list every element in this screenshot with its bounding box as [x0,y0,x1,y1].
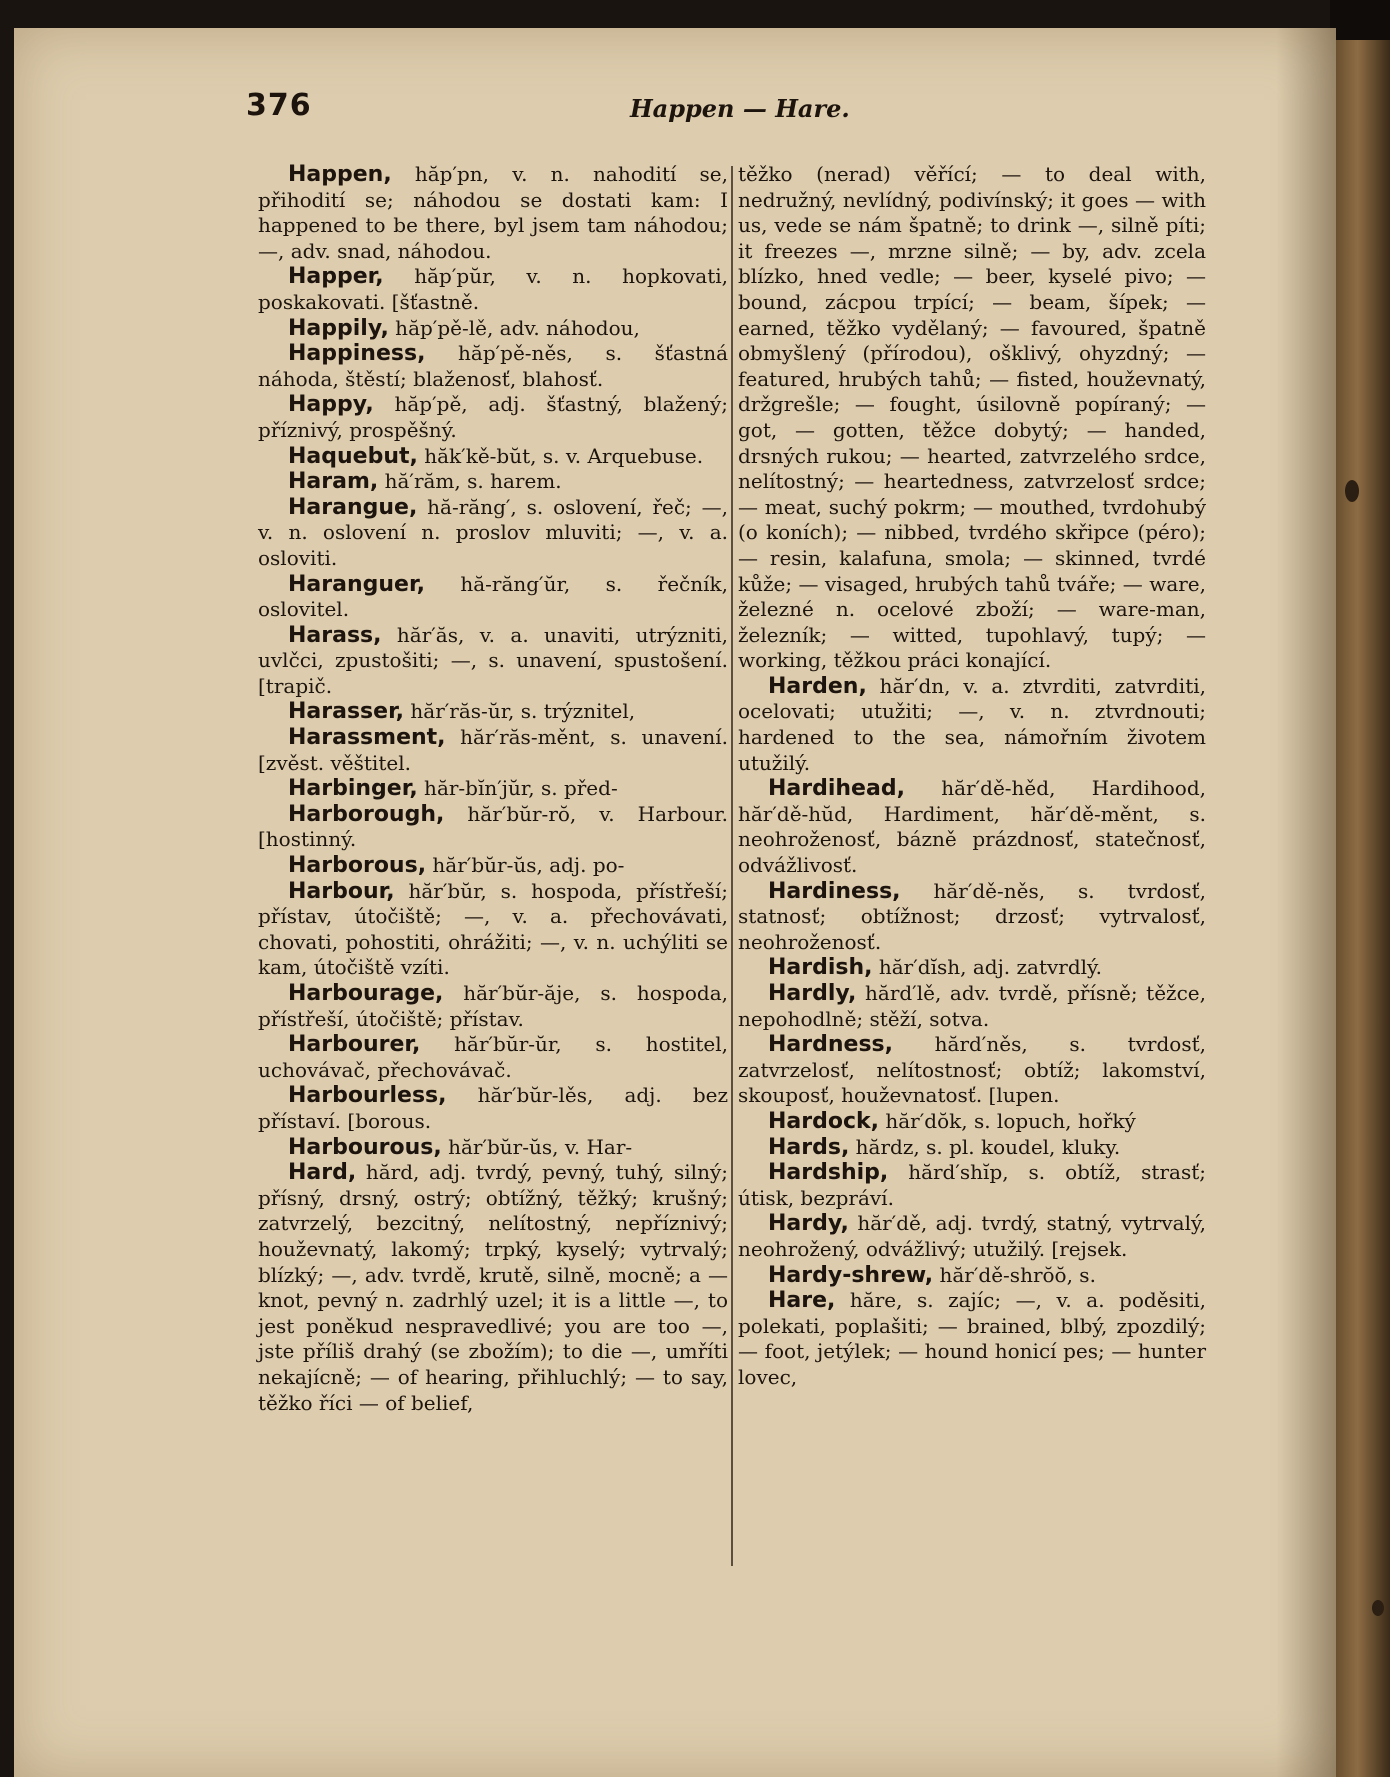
dictionary-entry [258,879,728,981]
entry-headword: Hard, [288,1160,357,1186]
entry-definition: hărdz, s. pl. koudel, kluky. [849,1134,1121,1159]
entry-definition: hăr′bŭr-lěs, adj. bez přístaví. [borous. [258,1083,728,1133]
dictionary-entry [738,1135,1206,1161]
dictionary-entry [258,316,728,342]
entry-headword: Hare, [768,1288,836,1314]
entry-headword: Harasser, [288,699,405,725]
dictionary-entry [258,392,728,443]
dictionary-entry [738,955,1206,981]
entry-headword: Happer, [288,264,384,290]
entry-headword: Harden, [768,673,867,699]
dictionary-entry [738,981,1206,1032]
entry-headword: Harbourless, [288,1083,447,1109]
right-column [738,162,1206,1582]
running-head: Happen — Hare. [630,94,850,123]
dictionary-entry [738,1211,1206,1262]
dictionary-entry [258,699,728,725]
dictionary-entry [738,1109,1206,1135]
dictionary-entry [258,725,728,776]
dictionary-entry [258,853,728,879]
entry-definition: hăp′pn, v. n. nahodití se, přihodití se; náhodou se dostati kam: I happened to be there, byl jsem tam náhodou; —, adv. snad, náhodou. [258,162,728,263]
entry-definition: hăr′bŭr-ŭs, v. Har- [441,1134,633,1159]
gutter-shadow [1276,28,1336,1777]
entry-headword: Harbourage, [288,981,444,1006]
entry-definition: hăp′pŭr, v. n. hopkovati, poskakovati. [šťastně. [258,264,728,314]
entry-definition: hărd′shĭp, s. obtíž, strasť; útisk, bezpráví. [738,1160,1206,1210]
entry-definition: hăr′bŭr, s. hospoda, přístřeší; přístav, útočiště; —, v. a. přechovávati, chovati, pohostiti, ohrážiti; —, v. n. uchýliti se kam, útočiště vzíti. [258,878,728,980]
entry-headword: Hardihead, [768,776,905,802]
entry-headword: Hardy-shrew, [768,1262,934,1288]
left-column [258,162,728,1582]
dictionary-entry [258,981,728,1032]
dictionary-entry [738,776,1206,878]
entry-headword: Harborous, [288,853,427,879]
entry-definition: hăr′ăs, v. a. unaviti, utrýzniti, uvlčci, zpustošiti; —, s. unavení, spustošení. [trapič. [258,622,728,698]
entry-definition: těžko (nerad) věřící; — to deal with, nedružný, nevlídný, podivínský; it goes — with us, vede se nám špatně; to drink —, silně píti; it freezes —, mrzne silně; — by, adv. zcela blízko, hned vedle; — beer, kyselé pivo; — bound, zácpou trpící; — beam, šípek; — earned, těžko vydělaný; — favoured, špatně obmyšlený (přírodou), ošklivý, ohyzdný; — featured, hrubých tahů; — fisted, houževnatý, držgrešle; — fought, úsilovně popíraný; — got, — gotten, těžce dobytý; — handed, drsných rukou; — hearted, zatvrzelého srdce, nelítostný; — heartedness, zatvrzelosť srdce; — meat, suchý pokrm; — mouthed, tvrdohubý (o koních); — nibbed, tvrdého skřipce (péro); — resin, kalafuna, smola; — skinned, tvrdé kůže; — visaged, hrubých tahů tváře; — ware, železné n. ocelové zboží; — ware-man, železník; — witted, tupohlavý, tupý; — working, těžkou práci konající. [738,162,1206,673]
adjacent-page-edge [1336,10,1390,1777]
entry-headword: Harborough, [288,801,445,827]
entry-definition: hăr′dĭsh, adj. zatvrdlý. [872,955,1103,980]
dictionary-entry [258,802,728,853]
entry-headword: Hardness, [768,1032,893,1058]
entry-definition: hă-răng′ŭr, s. řečník, oslovitel. [258,571,728,622]
dictionary-entry [258,1160,728,1416]
dictionary-entry [258,162,728,264]
entry-headword: Harbinger, [288,776,418,802]
entry-headword: Haranguer, [288,571,425,597]
entry-definition: hăr′bŭr-ăje, s. hospoda, přístřeší, útočiště; přístav. [258,981,728,1031]
entry-headword: Harbour, [288,878,395,904]
entry-definition: hăr′dě, adj. tvrdý, statný, vytrvalý, neohrožený, odvážlivý; utužilý. [rejsek. [738,1211,1206,1261]
dictionary-entry [258,444,728,470]
entry-definition: hăr′dě-shrŏŏ, s. [933,1262,1096,1287]
entry-headword: Hardish, [768,955,873,981]
entry-headword: Hards, [768,1134,850,1160]
entry-definition: hăp′pě-lě, adv. náhodou, [388,315,640,340]
entry-definition: hăr′răs-ŭr, s. trýznitel, [404,699,636,724]
page-number: 376 [246,88,312,123]
entry-headword: Haquebut, [288,443,418,469]
entry-definition: hăr′bŭr-rŏ, v. Harbour. [hostinný. [258,801,728,852]
dictionary-entry [258,776,728,802]
entry-headword: Haram, [288,469,379,495]
entry-headword: Hardy, [768,1211,849,1237]
entry-headword: Harangue, [288,494,418,520]
dictionary-entry [738,162,1206,674]
entry-headword: Harass, [288,622,382,648]
dictionary-entry [738,1263,1206,1289]
dictionary-entry [258,1083,728,1134]
dictionary-entry [258,1135,728,1161]
dictionary-entry [738,1160,1206,1211]
entry-definition: hărd′lě, adv. tvrdě, přísně; těžce, nepohodlně; stěží, sotva. [738,981,1206,1031]
scan-background [1330,0,1390,40]
entry-headword: Hardock, [768,1108,879,1134]
entry-headword: Harassment, [288,725,446,751]
entry-headword: Hardly, [768,981,857,1006]
entry-definition: hărd′něs, s. tvrdosť, zatvrzelosť, nelítostnosť; obtíž; lakomství, skouposť, houževnatosť. [lupen. [738,1032,1206,1108]
entry-definition: hă′răm, s. harem. [378,469,562,494]
dictionary-entry [258,495,728,572]
entry-definition: hăr′bŭr-ŭs, adj. po- [426,853,625,878]
entry-definition: hăr′bŭr-ŭr, s. hostitel, uchovávač, přechovávač. [258,1032,728,1082]
dictionary-entry [258,264,728,315]
entry-headword: Harbourous, [288,1134,442,1160]
entry-definition: hăr-bĭn′jŭr, s. před- [417,776,618,801]
entry-definition: hăp′pě-něs, s. šťastná náhoda, štěstí; blaženosť, blahosť. [258,341,728,391]
entry-headword: Hardship, [768,1160,889,1186]
dictionary-entry [258,341,728,392]
entry-definition: hăre, s. zajíc; —, v. a. poděsiti, polekati, poplašiti; — brained, blbý, zpozdilý; — foot, jetýlek; — hound honicí pes; — hunter lovec, [738,1288,1206,1389]
dictionary-entry [738,1288,1206,1390]
entry-definition: hăk′kě-bŭt, s. v. Arquebuse. [417,443,704,468]
dictionary-entry [738,1032,1206,1109]
entry-headword: Happy, [288,392,374,418]
column-divider [731,166,733,1566]
entry-definition: hăr′dě-hěd, Hardihood, hăr′dě-hŭd, Hardiment, hăr′dě-měnt, s. neohroženosť, bázně prázdnosť, statečnosť, odvážlivosť. [738,776,1206,878]
entry-definition: hăr′dŏk, s. lopuch, hořký [879,1108,1136,1133]
dictionary-entry [258,572,728,623]
entry-definition: hăp′pě, adj. šťastný, blažený; příznivý, prospěšný. [258,392,728,442]
dictionary-entry [738,674,1206,776]
dictionary-entry [258,623,728,700]
entry-definition: hăr′dn, v. a. ztvrditi, zatvrditi, ocelovati; utužiti; —, v. n. ztvrdnouti; hardened to the sea, námořním životem utužilý. [738,673,1206,775]
entry-definition: hăr′dě-něs, s. tvrdosť, statnosť; obtížnost; drzosť; vytrvalosť, neohroženosť. [738,878,1206,954]
page-speck [1372,1600,1384,1616]
entry-headword: Happily, [288,315,389,341]
dictionary-entry [258,1032,728,1083]
dictionary-entry [738,879,1206,956]
entry-headword: Hardiness, [768,878,901,904]
entry-headword: Harbourer, [288,1032,421,1058]
entry-definition: hărd, adj. tvrdý, pevný, tuhý, silný; přísný, drsný, ostrý; obtížný, těžký; krušný; zatvrzelý, bezcitný, nelítostný, nepříznivý; houževnatý, lakomý; trpký, kyselý; vytrvalý; blízký; —, adv. tvrdě, krutě, silně, mocně; a — knot, pevný n. zadrhlý uzel; it is a little —, to jest poněkud nespravedlivé; you are too —, jste příliš drahý (se zbožím); to die —, umříti nekajícně; — of hearing, přihluchlý; — to say, těžko říci — of belief, [258,1160,728,1415]
entry-headword: Happiness, [288,341,426,367]
page-speck [1345,480,1359,502]
entry-definition: hăr′răs-měnt, s. unavení. [zvěst. věštitel. [258,725,728,775]
dictionary-entry [258,469,728,495]
entry-definition: hă-răng′, s. oslovení, řeč; —, v. n. oslovení n. proslov mluviti; —, v. a. osloviti. [258,494,728,570]
entry-headword: Happen, [288,162,392,187]
